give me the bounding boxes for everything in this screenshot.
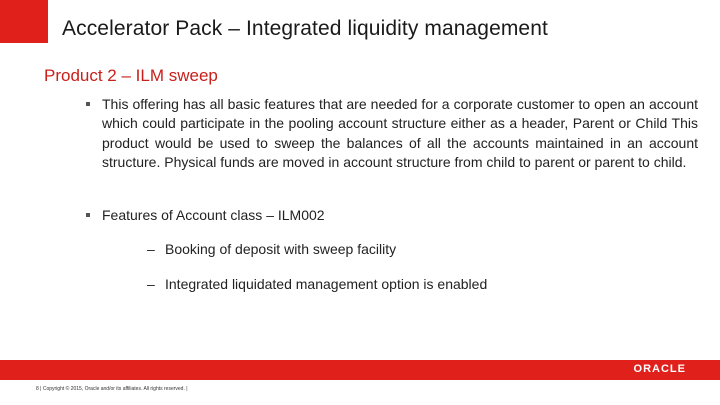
footer-copyright: 8 | Copyright © 2015, Oracle and/or its affiliates. All rights reserved. |	[36, 386, 188, 392]
brand-bar	[0, 0, 48, 43]
slide-title: Accelerator Pack – Integrated liquidity management	[62, 17, 548, 40]
sub-item	[147, 276, 487, 292]
footer-bar	[0, 360, 720, 380]
sub-item	[147, 241, 396, 257]
bullet-marker	[86, 213, 90, 217]
dash-marker: –	[147, 276, 155, 292]
oracle-logo: ORACLE	[633, 363, 686, 375]
dash-marker: –	[147, 241, 155, 257]
bullet-text: Features of Account class – ILM002	[102, 207, 325, 223]
sub-item-text: Integrated liquidated management option is enabled	[165, 276, 488, 292]
sub-item-text: Booking of deposit with sweep facility	[165, 241, 397, 257]
bullet-text: This offering has all basic features that are needed for a corporate customer to open an account which could participate in the pooling account structure either as a header, Parent or Child This product would be used to sweep the balances of all the accounts maintained in an account structure. Physical funds are moved in account structure from child to parent or parent to child.	[102, 96, 698, 170]
bullet-marker	[86, 102, 90, 106]
slide-subtitle: Product 2 – ILM sweep	[44, 66, 218, 85]
